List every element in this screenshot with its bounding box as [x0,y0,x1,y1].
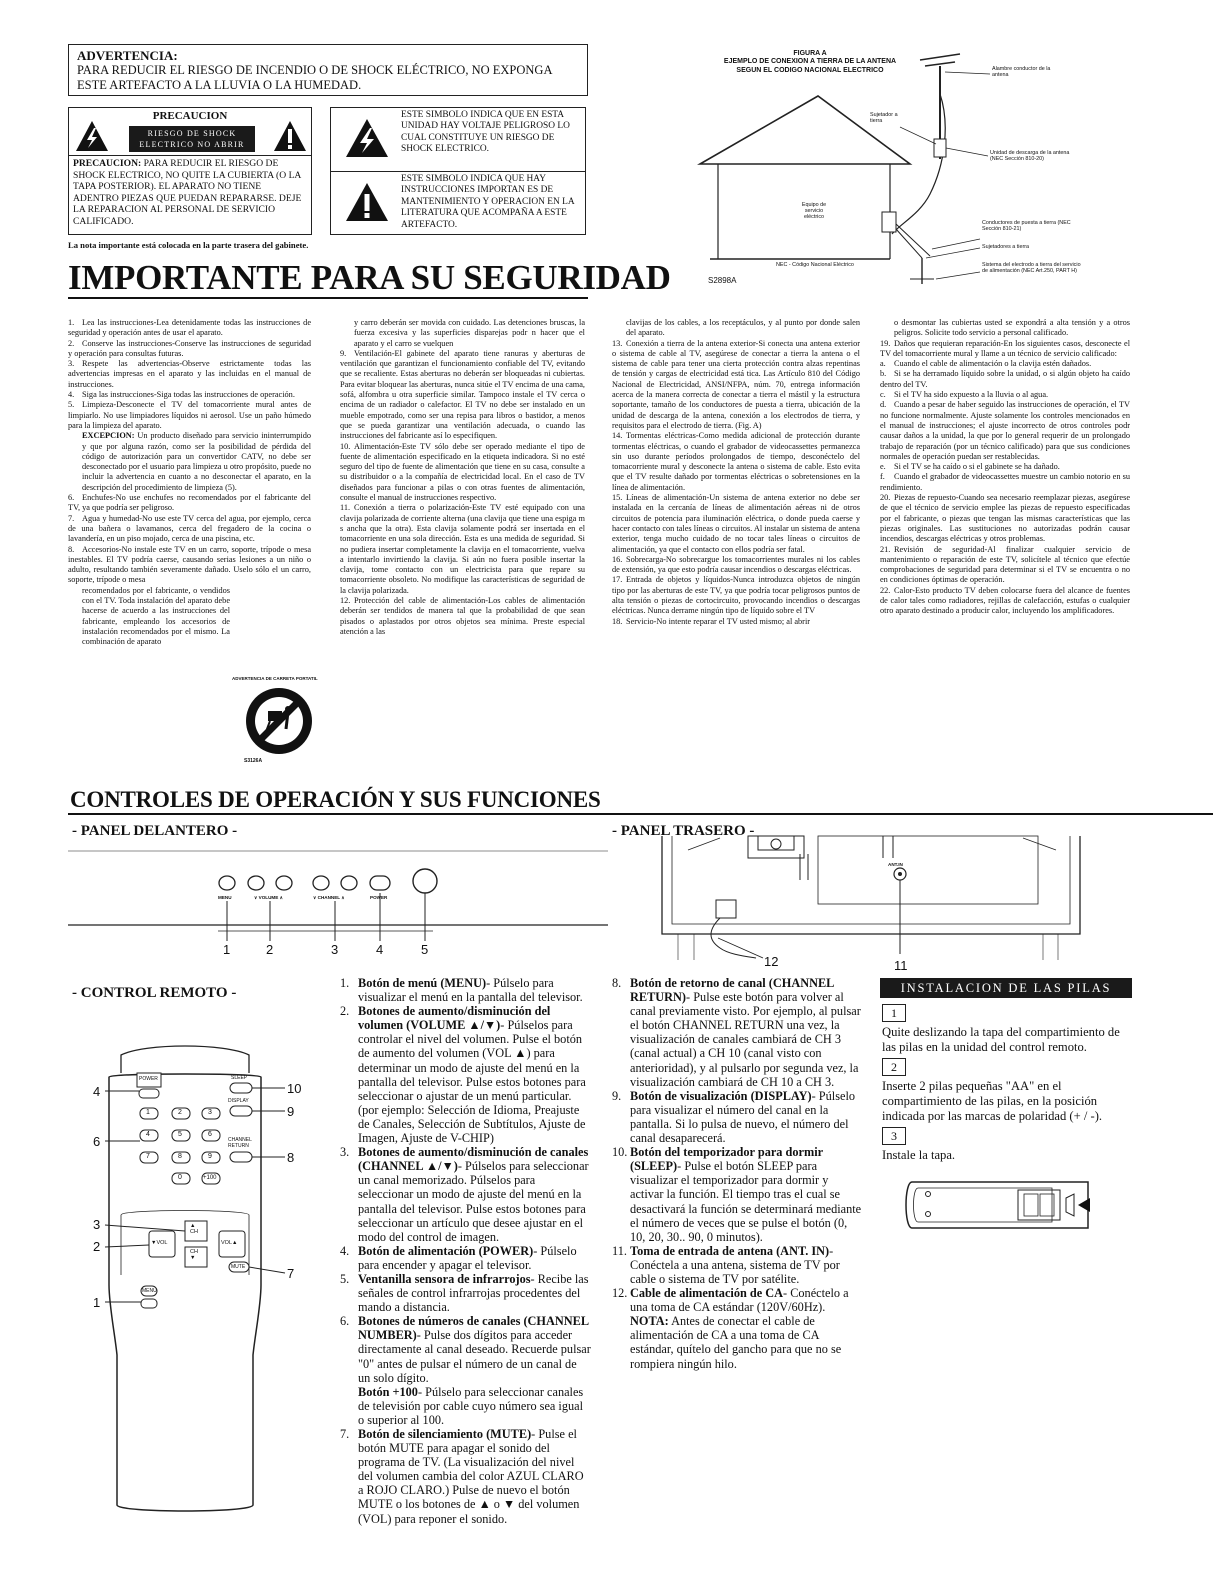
antenna-grounding-diagram [600,44,1210,294]
remote-mute-label[interactable]: MUTE [231,1264,246,1270]
function-label: Botón +100 [358,1384,418,1399]
function-body [358,1314,592,1384]
item-text: Líneas de alimentación-Un sistema de antena exterior no debe ser instalada en la cercanía de líneas de alimentación aéreas ni de otros circuitos de potencia para iluminación eléctrica, o donde pueda caerse y hacer contacto con tales líneas o circuitos. Al instalar un sistema de antena exterior, tenga mucho cuidado de no tocar tales líneas o circuitos de alimentación, ya que el contacto con ellos podría ser fatal. [612,493,860,554]
function-item [612,1145,862,1244]
remote-display-label: DISPLAY [228,1098,249,1104]
remote-title: - CONTROL REMOTO - [72,985,237,1001]
step-2-box: 2 [882,1058,906,1076]
item-text: Cuando el grabador de videocassettes muestre un cambio notorio en su rendimiento. [880,472,1130,492]
remote-key-100[interactable]: +100 [203,1175,217,1181]
function-body [630,976,862,1089]
item-text: Servicio-No intente reparar el TV usted mismo; al abrir [626,616,811,626]
list-item: 19. Daños que requieran reparación-En los siguientes casos, desconecte el TV del tomacorriente mural y llame a un técnico de servicio calificado: [880,338,1130,358]
remote-key-9[interactable]: 9 [208,1153,212,1160]
cart-warning-label: ADVERTENCIA DE CARRETA PORTATIL [232,676,318,681]
precaution-label: PRECAUCION: [73,158,142,169]
remote-key-1[interactable]: 1 [146,1109,150,1116]
list-item: 1. Lea las instrucciones-Lea detenidamente todas las instrucciones de seguridad y operación antes de usar el aparato. [68,318,311,338]
warning-box [68,44,588,96]
remote-drawing [85,1035,315,1515]
figure-a [600,44,1210,294]
remote-callout-2: 2 [93,1239,101,1254]
figure-a-code: S2898A [708,276,737,285]
remote-key-8[interactable]: 8 [178,1153,182,1160]
item-text: Daños que requieran reparación-En los siguientes casos, desconecte el TV del tomacorriente mural y llame a un técnico de servicio calificado: [880,338,1130,358]
callout-11: 11 [894,958,908,973]
safety-column-1 [68,318,311,648]
function-item [612,1314,862,1370]
safety-title: IMPORTANTE PARA SU SEGURIDAD [68,258,671,297]
function-item [340,976,592,1004]
item-text: Respete las advertencias-Observe estrictamente todas las advertencias impresas en el aparato y las incluidas en el manual de instrucciones. [68,359,311,389]
list-item: 13. Conexión a tierra de la antena exterior-Si conecta una antena exterior o sistema de cable al TV, asegúrese de conectar a tierra la antena o el sistema de cable para tener una cierta protección contra alzas repentinas de tensión y cargas de electricidad está tica. Las Artículo 810 del Código Nacional de Electricidad, ANSI/NFPA, núm. 70, entrega información acerca de la manera correcta de conectar a tierra el mástil y la estructura soportante, tamaño de los conductores de puesta a tierra, ubicación de la unidad de descarga de la antena, conexión a los electrodos de tierra, y requisitos para el electrodo de tierra. (Fig. A) [612,338,860,430]
function-item [340,1314,592,1384]
list-item: 6. Enchufes-No use enchufes no recomendados por el fabricante del TV, ya que podría ser peligroso. [68,493,311,513]
function-number: 11. [612,1243,627,1258]
function-body [358,976,592,1004]
remote-key-3[interactable]: 3 [208,1109,212,1116]
function-label: Botón del temporizador para dormir (SLEEP) [630,1145,823,1174]
battery-compartment-icon [902,1176,1098,1234]
function-text: - Conéctela a una antena, sistema de TV por cable o sistema de TV por satélite. [630,1243,840,1286]
callout-4: 4 [376,942,384,957]
symbol-instructions-text: ESTE SIMBOLO INDICA QUE HAY INSTRUCCIONES IMPORTAN ES DE MANTENIMIENTO Y OPERACION EN LA LITERATURA QUE ACOMPAÑA A ESTE ARTEFACTO. [401,174,575,230]
function-text: - Púlselos para seleccionar un canal memorizado. Púlselos para seleccionar un modo de ajuste del menú en la pantalla del televisor. Pulse estos botones para seleccionar un artículo que desee ajustar en el modo del control de imagen. [358,1159,589,1244]
figure-a-title2: EJEMPLO DE CONEXION A TIERRA DE LA ANTENA [723,58,897,66]
item-text: Alimentación-Este TV sólo debe ser operado mediante el tipo de fuente de alimentación especificado en la etiqueta indicadora. Si no esté seguro del tipo de fuente de alimentación que tiene en su casa, consulte a su distribuidor o a la compañía de electricidad local. En el caso de TV diseñados para funcionar a pilas o con otras fuentes de alimentación, consulte el manual de instrucciones respectivo. [340,441,585,503]
symbol-instructions-row [331,172,585,236]
item-text: Tormentas eléctricas-Como medida adicional de protección durante tormentas eléctricas, o cuando el grabador de videocassettes permanezca sin uso durante períodos prolongados de tiempo, desconéctelo del tomacorriente mural y desconecte la antena o sistema de cable. Esto evita que el TV resulte dañado por tormentas eléctricas o sobretensiones en la línea de alimentación. [612,431,860,492]
list-item-continued: recomendados por el fabricante, o vendidos con el TV. Toda instalación del aparato debe hacerse de acuerdo a las instrucciones del fabricante, empleando los accesorios de instalación recomendados por el mismo. La combinación de aparato [82,585,230,647]
precaution-body [69,156,311,230]
front-channel-text: CHANNEL [317,895,341,900]
function-label: NOTA: [630,1314,669,1329]
list-item: 7. Agua y humedad-No use este TV cerca del agua, por ejemplo, cerca de una bañera o lavamanos, cerca del fregadero de la cocina o lavandería, en un piso mojado, cerca de una piscina, etc. [68,513,311,544]
function-item [612,1089,862,1145]
item-text: Lea las instrucciones-Lea detenidamente todas las instrucciones de seguridad y operación antes de usar el aparato. [68,318,311,338]
function-item [340,1272,592,1314]
remote-key-5[interactable]: 5 [178,1131,182,1138]
sub-item: a. Cuando el cable de alimentación o la clavija estén dañados. [880,359,1092,369]
figure-a-title [720,50,900,75]
remote-vol-up-label[interactable]: VOL▲ [221,1240,238,1246]
function-number: 6. [340,1314,350,1329]
list-item: 5. Limpieza-Desconecte el TV del tomacorriente mural antes de limpiarlo. No use limpiadores líquidos ni aerosol. Use un paño húmedo para la limpieza del aparato. [68,400,311,430]
sub-item: d. Cuando a pesar de haber seguido las instrucciones de operación, el TV no funcione normalmente. Ajuste solamente los controles mencionados en el manual de instrucciones; el ajuste incorrecto de otros controles podr causar daños a la unidad, la que por lo general requerir de un prolongado trabajo de reparación (por un técnico calificado) para que sus condiciones normales de operación puedan ser restablecidas. [880,400,1130,461]
function-label: Botón de visualización (DISPLAY) [630,1088,812,1103]
function-label: Ventanilla sensora de infrarrojos [358,1271,531,1286]
function-label: Toma de entrada de antena (ANT. IN) [630,1243,830,1258]
function-item [612,976,862,1089]
item-text: Ventilación-El gabinete del aparato tiene ranuras y aberturas de ventilación que garantizan el funcionamiento confiable del TV, evitando que se recaliente. Estas aberturas no deberán ser bloqueadas ni cubiertas. Para evitar bloquear las aberturas, nunca sitúe el TV encima de una cama, sofá, alfombra u otra superficie similar. Tampoco instale el TV cerca o encima de un radiador o calefactor. El TV no debe ser instalado en un mueble empotrado, como ser una repisa para libros o bastidor, a menos que se pueda garantizar una ventilación adecuada, o cuando las instrucciones del fabricante así lo especifiquen. [340,348,585,441]
precaution-text: PARA REDUCIR EL RIESGO DE SHOCK ELECTRICO, NO QUITE LA CUBIERTA (O LA TAPA POSTERIOR). EL APARATO NO TIENE ADENTRO PIEZAS QUE PUEDAN REPARARSE. DEJE LA REPARACION AL PERSONAL DE SERVICIO CALIFICADO. [73,158,302,227]
remote-callout-4: 4 [93,1084,101,1099]
label-equipment: Equipo de servicio eléctrico [801,202,827,220]
remote-callout-3: 3 [93,1217,101,1232]
function-number: 2. [340,1004,350,1019]
function-number: 4. [340,1243,350,1258]
rear-ant-label: ANT.IN [888,862,903,867]
function-number: 1. [340,976,350,990]
remote-power-label: POWER [139,1076,158,1082]
callout-2: 2 [266,942,274,957]
step-3-box: 3 [882,1127,906,1145]
function-item [612,1244,862,1286]
remote-callout-6: 6 [93,1134,101,1149]
figure-a-title1: FIGURA A [793,50,827,57]
item-text: Accesorios-No instale este TV en un carro, soporte, trípode o mesa inestables. El TV podría caerse, causando serias lesiones a un niño o adulto, resultando también severamente dañado. Uselo sólo el un carro, soporte, trípode o mesa [68,544,311,585]
rear-panel-title: - PANEL TRASERO - [612,823,755,839]
remote-callout-8: 8 [287,1150,295,1165]
function-label: Botones de aumento/disminución de canales (CHANNEL ▲/▼) [358,1145,589,1174]
list-item: 10. Alimentación-Este TV sólo debe ser operado mediante el tipo de fuente de alimentación especificado en la etiqueta indicadora. Si no esté seguro del tipo de fuente de alimentación que tiene en su casa, consulte a su distribuidor o a la compañía de electricidad local. En el caso de TV diseñados para funcionar a pilas o con otras fuentes de alimentación, consulte el manual de instrucciones respectivo. [340,441,585,503]
function-body [358,1272,592,1314]
function-item [340,1244,592,1272]
item-text: Revisión de seguridad-Al finalizar cualquier servicio de mantenimiento o reparación de este TV, solicítele al técnico que efectúe comprobaciones de seguridad para determinar si el TV se encuentra o no en condiciones óptimas de operación. [880,544,1130,585]
function-label: Botón de retorno de canal (CHANNEL RETURN) [630,976,834,1005]
front-volume-label: ∨ VOLUME ∧ [254,895,283,900]
item-text: Si se ha derramado líquido sobre la unidad, o si algún objeto ha caído dentro del TV. [880,369,1130,389]
label-system: Sistema del electrodo a tierra del servicio de alimentación (NEC Art.250, PART H) [982,262,1081,274]
controls-rule [68,813,1213,815]
sub-item: c. Si el TV ha sido expuesto a la lluvia o al agua. [880,390,1049,400]
lightning-triangle-icon [345,118,389,158]
sub-item: e. Si el TV se ha caído o si el gabinete se ha dañado. [880,462,1060,472]
batteries-title: INSTALACION DE LAS PILAS [880,978,1132,998]
item-text: Si el TV ha sido expuesto a la lluvia o al agua. [894,390,1049,400]
front-panel-diagram [68,845,608,965]
cart-code: S3126A [244,758,263,764]
function-body [630,1286,862,1314]
function-body [630,1145,862,1244]
label-wire: Alambre conductor de la antena [992,66,1051,78]
batteries-steps [882,1004,1132,1163]
function-item [340,1145,592,1244]
exception-label: EXCEPCION: [82,431,135,441]
symbol-voltage-text: ESTE SIMBOLO INDICA QUE EN ESTA UNIDAD HAY VOLTAJE PELIGROSO LO CUAL CONSTITUYE UN RIESGO DE SHOCK ELECTRICO. [401,110,570,155]
function-text: - Pulse este botón para volver al canal previamente visto. Por ejemplo, al pulsar el botón CHANNEL RETURN una vez, la visualización de canales cambiará de CH 3 (canal actual) a CH 10 (canal visto con anterioridad), y al pulsarlo por segunda vez, la visualización cambiará de CH 10 a CH 3. [630,990,861,1089]
list-item: 3. Respete las advertencias-Observe estrictamente todas las advertencias impresas en el aparato y las incluidas en el manual de instrucciones. [68,359,311,389]
function-item [340,1004,592,1145]
shock-line2: ELECTRICO NO ABRIR [139,140,245,149]
label-discharge: Unidad de descarga de la antena (NEC Sección 810-20) [990,150,1070,162]
function-item [340,1385,592,1427]
remote-ch-down-text: CH [190,1249,198,1255]
function-text: - Recibe las señales de control infrarrojas procedentes del mando a distancia. [358,1271,589,1315]
remote-key-0[interactable]: 0 [178,1174,182,1181]
function-body [358,1145,592,1244]
callout-1: 1 [223,942,231,957]
function-text: - Púlselo para encender y apagar el televisor. [358,1243,577,1272]
functions-list-left [340,976,592,1526]
callout-5: 5 [421,942,429,957]
item-text: Cuando a pesar de haber seguido las instrucciones de operación, el TV no funcione normalmente. Ajuste solamente los controles mencionados en el manual de instrucciones; el ajuste incorrecto de otros controles podr causar daños a la unidad, la que por lo general requerir de un prolongado trabajo de reparación (por un técnico calificado) para que sus condiciones normales de operación puedan ser restablecidas. [880,400,1130,461]
list-item: 22. Calor-Esto producto TV deben colocarse fuera del alcance de fuentes de calor tales como radiadores, rejillas de calefacción, estufas o cualquier otro aparato destinado a producir calor, incluyendo los amplificadores. [880,585,1130,616]
function-text: - Púlselos para controlar el nivel del volumen. Pulse el botón de aumento del volumen (VOL ▲) para determinar un modo de ajuste del menú en la pantalla del televisor. Pulse estos botones para seleccionar o ajustar de un menú particular. (por ejemplo: Selección de Idioma, Preajuste de Canales, Selección de Subtítulos, Ajuste de Imagen, Ajuste de V-CHIP) [358,1018,586,1146]
function-text: - Conéctelo a una toma de CA estándar (120V/60Hz). [630,1286,849,1315]
list-item: 17. Entrada de objetos y líquidos-Nunca introduzca objetos de ningún tipo por las aberturas de este TV, ya que podría tocar peligrosos puntos de alta tensión o piezas de cortocircuito, provocando incendios o descargas eléctricas. Nunca derrame ningún tipo de líquido sobre el TV [612,575,860,616]
item-text: Protección del cable de alimentación-Los cables de alimentación deberán ser tendidos de manera tal que la probabilidad de que sean pisados o aplastados por otros objetos sea mínima. Preste especial atención a las [340,596,585,636]
list-item: 12. Protección del cable de alimentación-Los cables de alimentación deberán ser tendidos de manera tal que la probabilidad de que sean pisados o aplastados por otros objetos sea mínima. Preste especial atención a las [340,596,585,636]
item-text: Siga las instrucciones-Siga todas las instrucciones de operación. [82,390,295,400]
list-item: 8. Accesorios-No instale este TV en un carro, soporte, trípode o mesa inestables. El TV podría caerse, causando serias lesiones a un niño o adulto, resultando también severamente dañado. Uselo sólo el un carro, soporte, trípode o mesa [68,544,311,585]
symbol-voltage-row [331,108,585,172]
remote-callout-7: 7 [287,1266,295,1281]
exception-note [68,431,311,493]
item-text: Entrada de objetos y líquidos-Nunca introduzca objetos de ningún tipo por las aberturas de este TV, ya que podría tocar peligrosos puntos de alta tensión o piezas de cortocircuito, provocando incendios o descargas eléctricas. Nunca derrame ningún tipo de líquido sobre el TV [612,575,860,616]
function-number: 5. [340,1271,350,1286]
controls-title: CONTROLES DE OPERACIÓN Y SUS FUNCIONES [70,787,601,812]
function-item [612,1286,862,1314]
function-text: - Pulse el botón SLEEP para visualizar el temporizador para dormir y activar la función. El tiempo tras el cual se desactivará la función se determinará mediante el número de veces que se pulse el botón (0, 10, 20, 30.. 90, 0 minutos). [630,1159,862,1244]
function-label: Botón de menú (MENU) [358,976,487,990]
function-number: 8. [612,976,622,990]
remote-key-7[interactable]: 7 [146,1153,150,1160]
item-text: Calor-Esto producto TV deben colocarse fuera del alcance de fuentes de calor tales como radiadores, rejillas de calefacción, estufas o cualquier otro aparato destinado a producir calor, incluyendo los amplificadores. [880,585,1130,616]
list-item: 11. Conexión a tierra o polarización-Este TV esté equipado con una clavija polarizada de corriente alterna (una clavija que tiene una espiga m s ancha que la otra). Esta clavija solamente podrá ser insertada en el tomacorriente en una sola dirección. Esta es una medida de seguridad. Si no pudiera insertar completamente la clavija en el tomacorriente, vuelva a intentarlo invirtiendo la clavija. Si aún no fuera posible insertar la clavija, tome contacto con un electricista para que repare su tomacorriente obsoleto. No modifique las características de seguridad de la clavija polarizada. [340,503,585,595]
step-1-box: 1 [882,1004,906,1022]
warning-title: ADVERTENCIA: [77,48,178,63]
remote-menu-label[interactable]: MENU [142,1288,157,1294]
item-text: Agua y humedad-No use este TV cerca del agua, por ejemplo, cerca de una bañera o lavamanos, cerca del fregadero de la cocina o lavandería, en un piso mojado, cerca de una piscina, etc. [68,513,311,544]
function-item [340,1427,592,1526]
safety-column-2 [340,318,585,637]
functions-list-right [612,976,862,1371]
front-menu-label: MENU [218,895,232,900]
precaution-header [69,108,311,156]
safety-column-3 [612,318,860,627]
remote-vol-up-text: VOL [221,1240,233,1246]
label-nec: NEC - Código Nacional Eléctrico [776,262,854,268]
function-label: Botones de aumento/disminución del volumen (VOLUME ▲/▼) [358,1004,551,1033]
shock-label [129,126,255,152]
step-3-text: Instale la tapa. [882,1148,956,1162]
remote-key-6[interactable]: 6 [208,1131,212,1138]
function-text: Antes de conectar el cable de alimentación de CA a una toma de CA estándar, quítelo del gancho para que no se rompiera ningún hilo. [630,1314,842,1371]
front-volume-text: VOLUME [258,895,279,900]
remote-ch-down-label[interactable]: CH ▼ [190,1249,198,1261]
front-channel-label: ∨ CHANNEL ∧ [313,895,345,900]
list-item: 18. Servicio-No intente reparar el TV usted mismo; al abrir [612,616,811,626]
function-number [340,1385,358,1427]
remote-callout-1: 1 [93,1295,101,1310]
item-text: Conexión a tierra de la antena exterior-Si conecta una antena exterior o sistema de cable al TV, asegúrese de conectar a tierra la antena o el sistema de cable para tener una cierta protección contra alzas repentinas de tensión y cargas de electricidad está tica. Las Artículo 810 del Código Nacional de Electricidad, ANSI/NFPA, núm. 70, entrega información acerca de la manera correcta de conectar a tierra el mástil y la estructura soportante, tamaño de los conductores de puesta a tierra, ubicación de la unidad de descarga de la antena, conexión a los electrodos de tierra, y requisitos para el electrodo de tierra. (Fig. A) [612,338,860,430]
sub-item: f. Cuando el grabador de videocassettes muestre un cambio notorio en su rendimiento. [880,472,1130,492]
function-text: - Pulse dos dígitos para acceder directamente al canal deseado. Recuerde pulsar "0" antes de pulsar el número de un canal de un solo dígito. [358,1328,591,1385]
function-text: - Púlselo para visualizar el menú en la pantalla del televisor. [358,976,583,1005]
item-text: Limpieza-Desconecte el TV del tomacorriente mural antes de limpiarlo. No use limpiadores líquidos ni aerosol. Use un paño húmedo para la limpieza del aparato. [68,400,311,430]
list-item: 16. Sobrecarga-No sobrecargue los tomacorrientes murales ni los cables de extensión, ya que esto podría causar incendios o descargas eléctricas. [612,554,860,575]
exclamation-triangle-icon [345,182,389,222]
remote-callout-10: 10 [287,1081,302,1096]
rear-panel-diagram [648,830,1118,980]
remote-ch-up-label[interactable]: ▲ CH [190,1223,198,1235]
step-1-text: Quite deslizando la tapa del compartimiento de las pilas en la unidad del control remoto. [882,1025,1120,1054]
remote-key-2[interactable]: 2 [178,1109,182,1116]
function-label: Botones de números de canales (CHANNEL NUMBER) [358,1314,589,1343]
function-number: 3. [340,1145,350,1160]
lightning-triangle-icon [75,120,109,152]
function-body [358,1427,592,1526]
function-text: - Púlselo para seleccionar canales de televisión por cable cuyo número sea igual o superior al 100. [358,1384,584,1427]
precaution-title: PRECAUCION [152,110,228,122]
function-body [358,1244,592,1272]
nota-text: La nota importante está colocada en la parte trasera del gabinete. [68,240,309,250]
list-item-continued: clavijas de los cables, a los receptáculos, y al punto por donde salen del aparato. [626,318,860,338]
remote-sleep-label: SLEEP [231,1075,248,1081]
function-number: 7. [340,1427,350,1441]
step-2-text: Inserte 2 pilas pequeñas "AA" en el compartimiento de las pilas, en la posición indicada por las marcas de polaridad (+ / -). [882,1079,1103,1123]
remote-channel-return-label: CHANNEL RETURN [228,1137,252,1149]
remote-vol-down-label[interactable]: ▼VOL [151,1240,168,1246]
remote-vol-down-text: VOL [156,1240,168,1246]
exclamation-triangle-icon [273,120,307,152]
figure-a-title3: SEGUN EL CODIGO NACIONAL ELECTRICO [736,66,884,74]
remote-ch-up-text: CH [190,1229,198,1235]
item-text: Enchufes-No use enchufes no recomendados por el fabricante del TV, ya que podría ser peligroso. [68,493,311,513]
list-item: 4. Siga las instrucciones-Siga todas las instrucciones de operación. [68,390,295,400]
precaution-box [68,107,312,235]
function-label: Botón de silenciamiento (MUTE) [358,1427,532,1441]
warning-line1: PARA REDUCIR EL RIESGO DE INCENDIO O DE SHOCK ELÉCTRICO, NO EXPONGA [77,63,553,77]
rear-panel-drawing [648,830,1118,980]
front-panel-title: - PANEL DELANTERO - [72,823,238,839]
label-clamp: Sujetador a tierra [870,112,898,124]
remote-diagram [85,1035,315,1515]
remote-key-4[interactable]: 4 [146,1131,150,1138]
item-text: Conexión a tierra o polarización-Este TV esté equipado con una clavija polarizada de corriente alterna (una clavija que tiene una espiga m s ancha que la otra). Esta clavija solamente podrá ser insertada en el tomacorriente en una sola dirección. Esta es una medida de seguridad. Si no pudiera insertar completamente la clavija en el tomacorriente, vuelva a intentarlo invirtiendo la clavija. Si aún no fuera posible insertar la clavija, tome contacto con un electricista para que repare su tomacorriente obsoleto. No modifique las características de seguridad de la clavija polarizada. [340,503,585,595]
symbols-box [330,107,586,235]
item-text: Piezas de repuesto-Cuando sea necesario reemplazar piezas, asegúrese de que el técnico de servicio emplee las piezas de repuesto especificadas por el fabricante, o piezas que tengan las mismas características que las piezas originales. Las sustituciones no autorizadas podrán causar incendios, descargas eléctricas y otros problemas. [880,493,1130,544]
cart-warning-icon [242,685,320,763]
item-text: Sobrecarga-No sobrecargue los tomacorrientes murales ni los cables de extensión, ya que esto podría causar incendios o descargas eléctricas. [612,554,860,575]
callout-3: 3 [331,942,339,957]
item-text: Cuando el cable de alimentación o la clavija estén dañados. [894,359,1092,369]
function-number: 10. [612,1145,628,1160]
list-item: 21. Revisión de seguridad-Al finalizar cualquier servicio de mantenimiento o reparación de este TV, solicítele al técnico que efectúe comprobaciones de seguridad para determinar si el TV se encuentra o no en condiciones óptimas de operación. [880,544,1130,585]
item-text: Conserve las instrucciones-Conserve las instrucciones de seguridad y operación para consultas futuras. [68,338,311,358]
function-number [612,1314,630,1370]
safety-column-4 [880,318,1130,617]
front-power-label: POWER [370,895,388,900]
list-item: 20. Piezas de repuesto-Cuando sea necesario reemplazar piezas, asegúrese de que el técnico de servicio emplee las piezas de repuesto especificadas por el fabricante, o piezas que tengan las mismas características que las piezas originales. Las sustituciones no autorizadas podrán causar incendios, descargas eléctricas y otros problemas. [880,493,1130,544]
function-text: - Púlselo para visualizar el número del canal en la pantalla. Si lo pulsa de nuevo, el número del canal desaparecerá. [630,1088,856,1146]
label-conductors: Conductores de puesta a tierra (NEC Sección 810-21) [982,220,1071,232]
list-item: 15. Líneas de alimentación-Un sistema de antena exterior no debe ser instalada en la cercanía de líneas de alimentación aéreas ni de otros circuitos de potencia para iluminación eléctrica, o donde pueda caerse y hacer contacto con tales líneas o circuitos. Al instalar un sistema de antena exterior, tenga mucho cuidado de no tocar tales líneas o circuitos de alimentación, ya que el contacto con ellos podría ser fatal. [612,493,860,554]
shock-line1: RIESGO DE SHOCK [147,129,237,138]
function-text: - Pulse el botón MUTE para apagar el sonido del programa de TV. (La visualización del nivel del volumen cambia del color AZUL CLARO a ROJO CLARO.) Pulse de nuevo el botón MUTE o los botones de ▲ o ▼ del volumen (VOL) para reponer el sonido. [358,1427,584,1526]
list-item: 2. Conserve las instrucciones-Conserve las instrucciones de seguridad y operación para consultas futuras. [68,338,311,358]
function-label: Botón de alimentación (POWER) [358,1243,534,1258]
list-item: 14. Tormentas eléctricas-Como medida adicional de protección durante tormentas eléctricas, o cuando el grabador de videocassettes permanezca sin uso durante períodos prolongados de tiempo, desconéctelo del tomacorriente mural y desconecte la antena o sistema de cable. Esto evita que el TV resulte dañado por tormentas eléctricas o sobretensiones en la línea de alimentación. [612,431,860,492]
list-item-continued: y carro deberán ser movida con cuidado. Las detenciones bruscas, la fuerza excesiva y las superficies disparejas podr n hacer que el aparato y el carro se vuelquen [354,318,585,348]
function-body [630,1244,862,1286]
sub-item: b. Si se ha derramado líquido sobre la unidad, o si algún objeto ha caído dentro del TV. [880,369,1130,389]
list-item-continued: o desmontar las cubiertas usted se expondrá a alta tensión y a otros peligros. Solicite todo servicio a personal calificado. [894,318,1130,338]
exception-text: Un producto diseñado para servicio ininterrumpido y que por alguna razón, como ser la posibilidad de pérdida del código de autorización para un convertidor CATV, no debe ser desconectado por el usuario para limpieza u otro propósito, puede no incluir la advertencia en cuanto a no desconectar el aparato, en la descripción del procedimiento de limpieza (5). [82,431,311,492]
function-body [630,1089,862,1145]
list-item: 9. Ventilación-El gabinete del aparato tiene ranuras y aberturas de ventilación que garantizan el funcionamiento confiable del TV, evitando que se recaliente. Estas aberturas no deberán ser bloqueadas ni cubiertas. Para evitar bloquear las aberturas, nunca sitúe el TV encima de una cama, sofá, alfombra u otra superficie similar. Tampoco instale el TV cerca o encima de un radiador o calefactor. El TV no debe ser instalado en un mueble empotrado, como ser una repisa para libros o bastidor, a menos que se pueda garantizar una ventilación adecuada, o cuando las instrucciones del fabricante así lo especifiquen. [340,348,585,441]
function-body [358,1004,592,1145]
warning-line2: ESTE ARTEFACTO A LA LLUVIA O LA HUMEDAD. [77,78,362,92]
function-body [630,1314,862,1370]
function-number: 9. [612,1088,622,1103]
callout-12: 12 [764,954,779,969]
function-number: 12. [612,1286,628,1301]
function-label: Cable de alimentación de CA [630,1286,784,1301]
title-rule [68,297,588,299]
function-body [358,1385,592,1427]
remote-callout-9: 9 [287,1104,295,1119]
label-clamps: Sujetadores a tierra [982,244,1030,250]
item-text: Si el TV se ha caído o si el gabinete se ha dañado. [894,462,1060,472]
